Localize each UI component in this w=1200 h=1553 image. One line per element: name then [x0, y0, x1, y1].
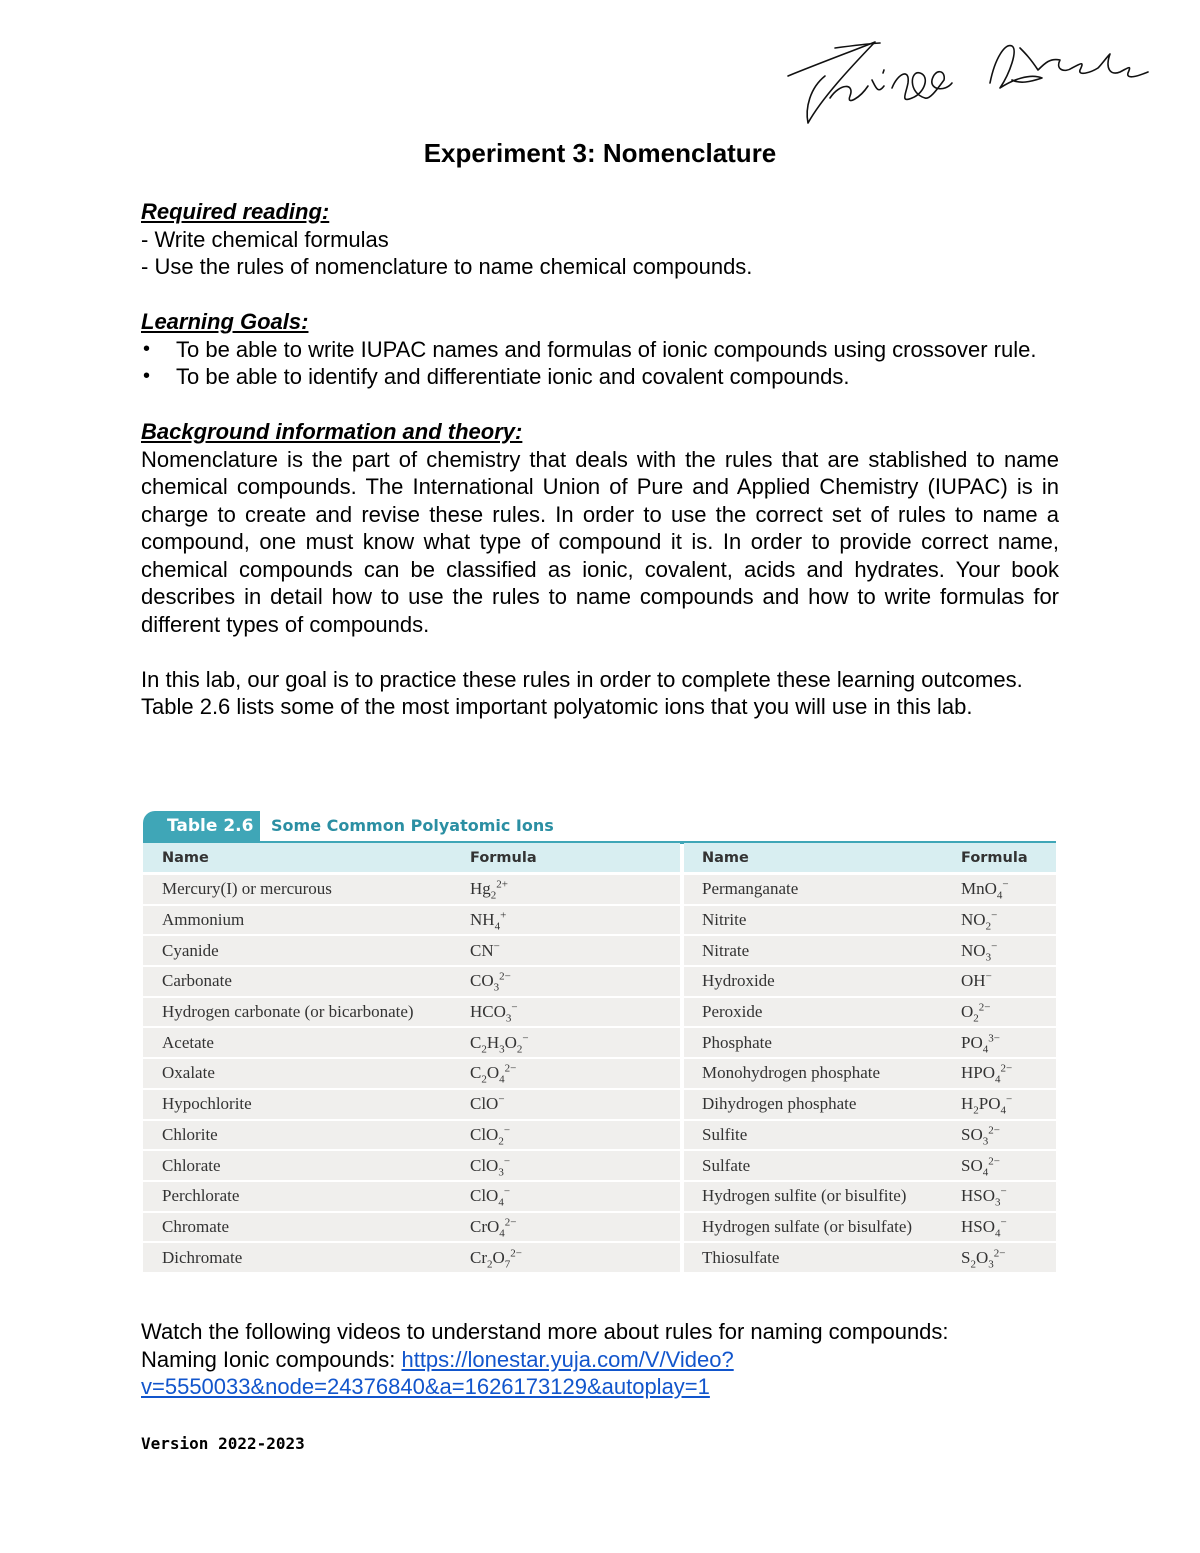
- bullet-icon: •: [143, 365, 151, 387]
- background-heading: Background information and theory:: [141, 419, 523, 444]
- ion-name: Ammonium: [162, 910, 245, 930]
- table-row: [143, 1151, 680, 1180]
- videos-intro: Watch the following videos to understand more about rules for naming compounds:: [141, 1319, 949, 1344]
- ion-formula: $HCO_3^-$: [470, 1001, 518, 1025]
- table-row: [143, 906, 680, 935]
- ion-name: Hydrogen sulfite (or bisulfite): [702, 1186, 907, 1206]
- ion-formula: ClO$_3$−: [470, 1154, 511, 1178]
- table-row: [684, 1213, 1056, 1242]
- ion-formula: $Hg_2^{2+}$: [470, 878, 508, 902]
- table-header-row: [143, 843, 680, 872]
- ion-formula: CrO$_4^{2-}$: [470, 1216, 517, 1240]
- video-link[interactable]: v=5550033&node=24376840&a=1626173129&autoplay=1: [141, 1374, 710, 1399]
- videos-section: [141, 1318, 1059, 1401]
- ion-name: Dichromate: [162, 1247, 243, 1267]
- polyatomic-ions-table: [143, 808, 1056, 1276]
- ion-name: Chromate: [162, 1216, 230, 1236]
- lab-goal-paragraph: In this lab, our goal is to practice these rules in order to complete these learning outcomes.: [141, 666, 1023, 692]
- ion-formula: CN−: [470, 940, 500, 960]
- ion-formula: $Cr_2O_7^{2-}$: [470, 1246, 522, 1270]
- ion-formula: $C_2H_3O_2^-$: [470, 1032, 529, 1056]
- table-row: [684, 875, 1056, 904]
- table-intro-paragraph: Table 2.6 lists some of the most important polyatomic ions that you will use in this lab.: [141, 694, 973, 719]
- ion-name: Hydrogen sulfate (or bisulfate): [702, 1216, 913, 1236]
- table-row: [143, 1121, 680, 1150]
- ion-formula: $O_2^{2-}$: [961, 1001, 991, 1025]
- ion-name: Nitrate: [702, 940, 750, 960]
- table-caption: Some Common Polyatomic Ions: [271, 816, 554, 835]
- background-paragraph: Nomenclature is the part of chemistry that deals with the rules that are stablished to name chemical compounds. The International Union of Pure and Applied Chemistry (IUPAC) is in charge to create and revise these rules. In order to use the correct set of rules to name a compound, one must know what type of compound it is. In order to provide correct name, chemical compounds can be classified as ionic, covalent, acids and hydrates. Your book describes in detail how to use the rules to name compounds and how to write formulas for different types of compounds.: [141, 446, 1059, 637]
- ion-name: Chlorite: [162, 1124, 218, 1144]
- ion-name: Perchlorate: [162, 1186, 240, 1206]
- document-body: [141, 198, 1059, 721]
- table-header-row: [684, 843, 1056, 872]
- ion-formula: $C_2O_4^{2-}$: [470, 1062, 517, 1086]
- signature-image: [780, 28, 1150, 133]
- ion-name: Permanganate: [702, 879, 799, 899]
- ion-formula: $NO_2^-$: [961, 909, 998, 933]
- ion-formula: $CO_3^{2-}$: [470, 970, 511, 994]
- learning-goal-item: • To be able to identify and differentiate ionic and covalent compounds.: [143, 364, 850, 389]
- ion-formula: ClO−: [470, 1093, 505, 1114]
- ion-name: Sulfite: [702, 1124, 748, 1144]
- table-row: [143, 1243, 680, 1272]
- version-footer: Version 2022-2023: [141, 1434, 305, 1453]
- column-header-name: Name: [702, 849, 749, 866]
- ion-name: Nitrite: [702, 910, 747, 930]
- learning-goal-item: • To be able to write IUPAC names and formulas of ionic compounds using crossover rule.: [143, 336, 1037, 362]
- ion-formula: $PO_4^{3-}$: [961, 1032, 1000, 1056]
- table-row: [684, 1182, 1056, 1211]
- ion-name: Hydrogen carbonate (or bicarbonate): [162, 1002, 414, 1022]
- table-row: [143, 998, 680, 1027]
- video-link-label: Naming Ionic compounds:: [141, 1346, 402, 1372]
- column-header-formula: Formula: [961, 849, 1028, 866]
- required-reading-item: - Write chemical formulas: [141, 226, 389, 252]
- required-reading-item: - Use the rules of nomenclature to name chemical compounds.: [141, 254, 753, 279]
- table-row: [684, 1121, 1056, 1150]
- table-row: [143, 1213, 680, 1242]
- table-row: [684, 936, 1056, 965]
- ion-formula: $SO_4^{2-}$: [961, 1154, 1000, 1178]
- ion-name: Thiosulfate: [702, 1247, 780, 1267]
- column-header-formula: Formula: [470, 849, 537, 866]
- ion-formula: $NH_4^+$: [470, 909, 507, 933]
- table-row: [143, 1028, 680, 1057]
- table-left-half: [143, 843, 680, 1274]
- ion-formula: $S_2O_3^{2-}$: [961, 1246, 1006, 1270]
- table-row: [684, 998, 1056, 1027]
- table-right-half: [684, 843, 1056, 1274]
- ion-name: Chlorate: [162, 1155, 221, 1175]
- page-title: Experiment 3: Nomenclature: [423, 138, 777, 168]
- table-row: [684, 967, 1056, 996]
- table-row: [684, 1059, 1056, 1088]
- table-row: [143, 1182, 680, 1211]
- table-row: [684, 1243, 1056, 1272]
- ion-formula: MnO$_4$−: [961, 878, 1009, 902]
- ion-formula: $HPO_4^{2-}$: [961, 1062, 1013, 1086]
- ion-name: Acetate: [162, 1032, 214, 1052]
- ion-formula: ClO$_2$−: [470, 1124, 511, 1148]
- ion-formula: $HSO_4^-$: [961, 1216, 1007, 1240]
- table-row: [143, 936, 680, 965]
- ion-formula: $HSO_3^-$: [961, 1185, 1007, 1209]
- table-row: [684, 1090, 1056, 1119]
- table-row: [684, 1151, 1056, 1180]
- ion-formula: $H_2PO_4^-$: [961, 1093, 1013, 1117]
- ion-name: Cyanide: [162, 940, 219, 960]
- bullet-icon: •: [143, 337, 151, 360]
- ion-name: Oxalate: [162, 1063, 215, 1083]
- ion-name: Carbonate: [162, 971, 232, 991]
- ion-name: Hydroxide: [702, 971, 775, 991]
- column-header-name: Name: [162, 849, 209, 866]
- learning-goals-list: [141, 336, 1059, 391]
- ion-name: Sulfate: [702, 1155, 751, 1175]
- table-row: [143, 1059, 680, 1088]
- ion-name: Hypochlorite: [162, 1094, 252, 1114]
- table-header-bar: [143, 811, 1056, 841]
- video-link[interactable]: https://lonestar.yuja.com/V/Video?: [401, 1346, 734, 1372]
- table-row: [143, 1090, 680, 1119]
- table-row: [684, 1028, 1056, 1057]
- ion-formula: ClO$_4$−: [470, 1185, 511, 1209]
- ion-formula: $NO_3^-$: [961, 940, 998, 964]
- ion-name: Dihydrogen phosphate: [702, 1094, 857, 1114]
- video-link-line: [141, 1346, 1059, 1374]
- ion-name: Peroxide: [702, 1002, 763, 1022]
- ion-formula: $SO_3^{2-}$: [961, 1124, 1000, 1148]
- table-label: Table 2.6: [143, 811, 260, 841]
- table-row: [143, 967, 680, 996]
- learning-goals-heading: Learning Goals:: [141, 309, 309, 334]
- table-row: [684, 906, 1056, 935]
- required-reading-heading: Required reading:: [141, 199, 330, 224]
- ion-formula: OH−: [961, 970, 992, 991]
- ion-name: Mercury(I) or mercurous: [162, 879, 332, 899]
- table-row: [143, 875, 680, 904]
- ion-name: Monohydrogen phosphate: [702, 1063, 881, 1083]
- ion-name: Phosphate: [702, 1032, 772, 1052]
